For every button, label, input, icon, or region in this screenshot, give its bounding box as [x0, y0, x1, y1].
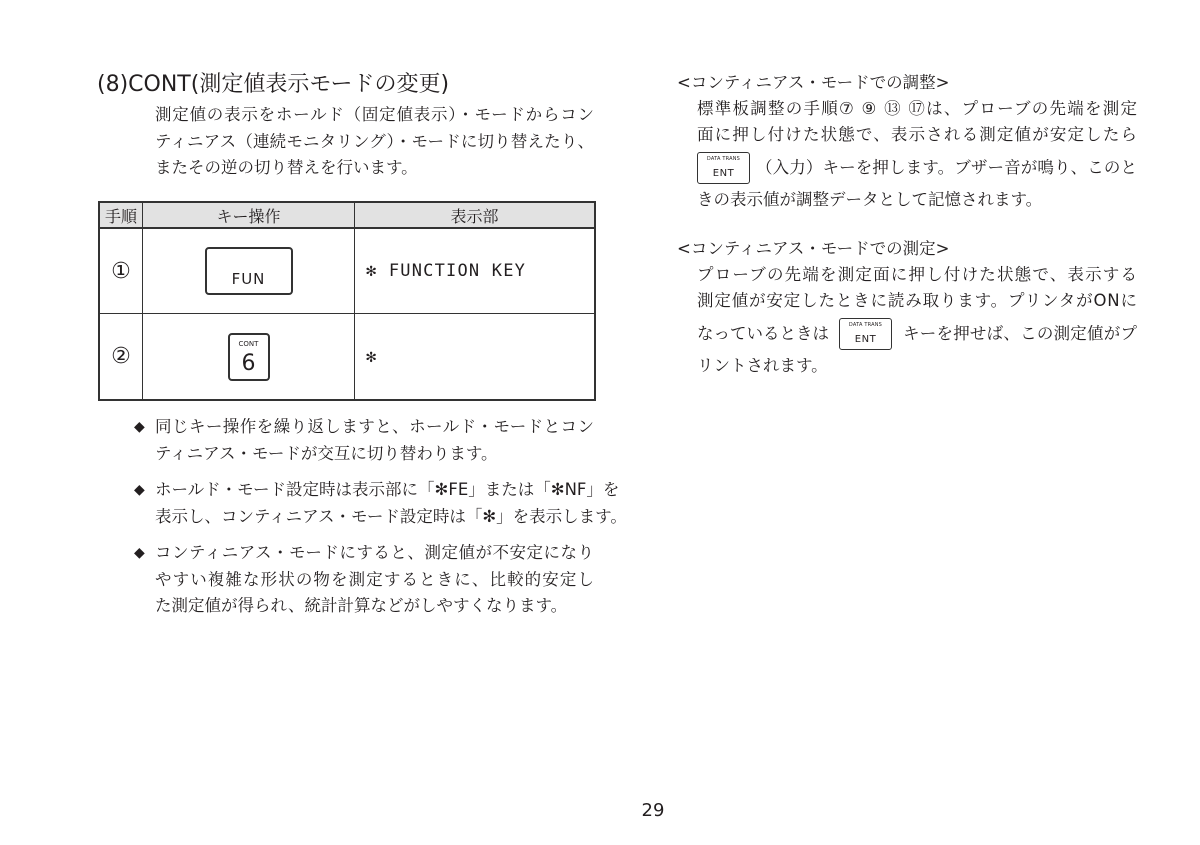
body-line: プローブの先端を測定面に押し付けた状態で、表示する: [697, 265, 1139, 284]
intro-line: ティニアス（連続モニタリング）・モードに切り替えたり、: [155, 131, 595, 151]
diamond-bullet-icon: ◆: [134, 419, 145, 435]
list-item-line: コンティニアス・モードにすると、測定値が不安定になり: [155, 543, 595, 562]
list-item-line: 表示し、コンティニアス・モード設定時は「✻」を表示します。: [155, 506, 627, 526]
body-line: 標準板調整の手順⑦ ⑨ ⑬ ⑰は、プローブの先端を測定: [697, 99, 1139, 118]
body-line: リントされます。: [697, 356, 828, 375]
intro-line: 測定値の表示をホールド（固定値表示）・モードからコン: [155, 105, 595, 124]
key-operation-table: [98, 201, 596, 401]
body-line-text: キーを押せば、この測定値がプ: [903, 323, 1138, 343]
section-subtitle: <コンティニアス・モードでの調整>: [677, 73, 950, 92]
key-label: ENT: [854, 333, 877, 345]
intro-paragraph: [155, 102, 594, 182]
continuous-mode-adjustment-section: [677, 70, 1137, 213]
step-number: ②: [100, 314, 143, 399]
key-label: FUN: [231, 270, 266, 288]
key-label: 6: [241, 350, 256, 376]
list-item-text: [155, 414, 594, 467]
key-operation-cell: [143, 314, 355, 399]
key-sub-label: CONT: [238, 339, 259, 348]
intro-line: またその逆の切り替えを行います。: [155, 158, 418, 177]
section-body: [697, 96, 1137, 213]
list-item-line: ティニアス・モードが交互に切り替わります。: [155, 443, 498, 463]
display-readout: ✻ FUNCTION KEY: [355, 229, 594, 314]
key-sub-label: DATA TRANS: [848, 321, 883, 328]
cont-6-key-icon: [228, 333, 270, 381]
key-sub-label: DATA TRANS: [706, 155, 741, 162]
list-item-line: た測定値が得られ、統計計算などがしやすくなります。: [155, 596, 568, 615]
list-item-line: やすい複雑な形状の物を測定するときに、比較的安定し: [155, 569, 596, 589]
display-readout: ✻: [366, 346, 378, 367]
fun-key-icon: [205, 247, 293, 295]
section-body: [697, 262, 1137, 379]
list-item-line: ホールド・モード設定時は表示部に「✻FE」または「✻NF」を: [155, 480, 620, 499]
notes-list: [134, 414, 627, 630]
list-item: [134, 477, 627, 530]
table-header-step: 手順: [100, 203, 143, 229]
table-header-display: 表示部: [355, 203, 594, 229]
body-line-text: （入力）キーを押します。ブザー音が鳴り、このと: [756, 157, 1138, 177]
section-subtitle: <コンティニアス・モードでの測定>: [677, 239, 950, 258]
body-line: きの表示値が調整データとして記憶されます。: [697, 190, 1043, 209]
ent-key-icon: [839, 318, 892, 350]
diamond-bullet-icon: ◆: [134, 545, 145, 561]
key-label: ENT: [712, 167, 735, 179]
step-number: ①: [100, 229, 143, 314]
body-line-text: なっているときは: [697, 323, 829, 343]
body-line: [697, 148, 1137, 187]
body-line: 面に押し付けた状態で、表示される測定値が安定したら: [697, 125, 1139, 144]
list-item: [134, 540, 594, 620]
body-line: [697, 314, 1137, 353]
list-item-text: [155, 477, 627, 530]
table-header-key-operation: キー操作: [143, 203, 355, 229]
section-heading: (8)CONT(測定値表示モードの変更): [97, 72, 450, 97]
page-number: 29: [641, 800, 665, 821]
continuous-mode-measurement-section: [677, 236, 1137, 379]
key-operation-cell: [143, 229, 355, 314]
list-item-line: 同じキー操作を繰り返しますと、ホールド・モードとコン: [155, 417, 595, 436]
list-item-text: [155, 540, 594, 620]
list-item: [134, 414, 594, 467]
diamond-bullet-icon: ◆: [134, 482, 145, 498]
body-line: 測定値が安定したときに読み取ります。プリンタがONに: [697, 291, 1138, 310]
ent-key-icon: [697, 152, 750, 184]
